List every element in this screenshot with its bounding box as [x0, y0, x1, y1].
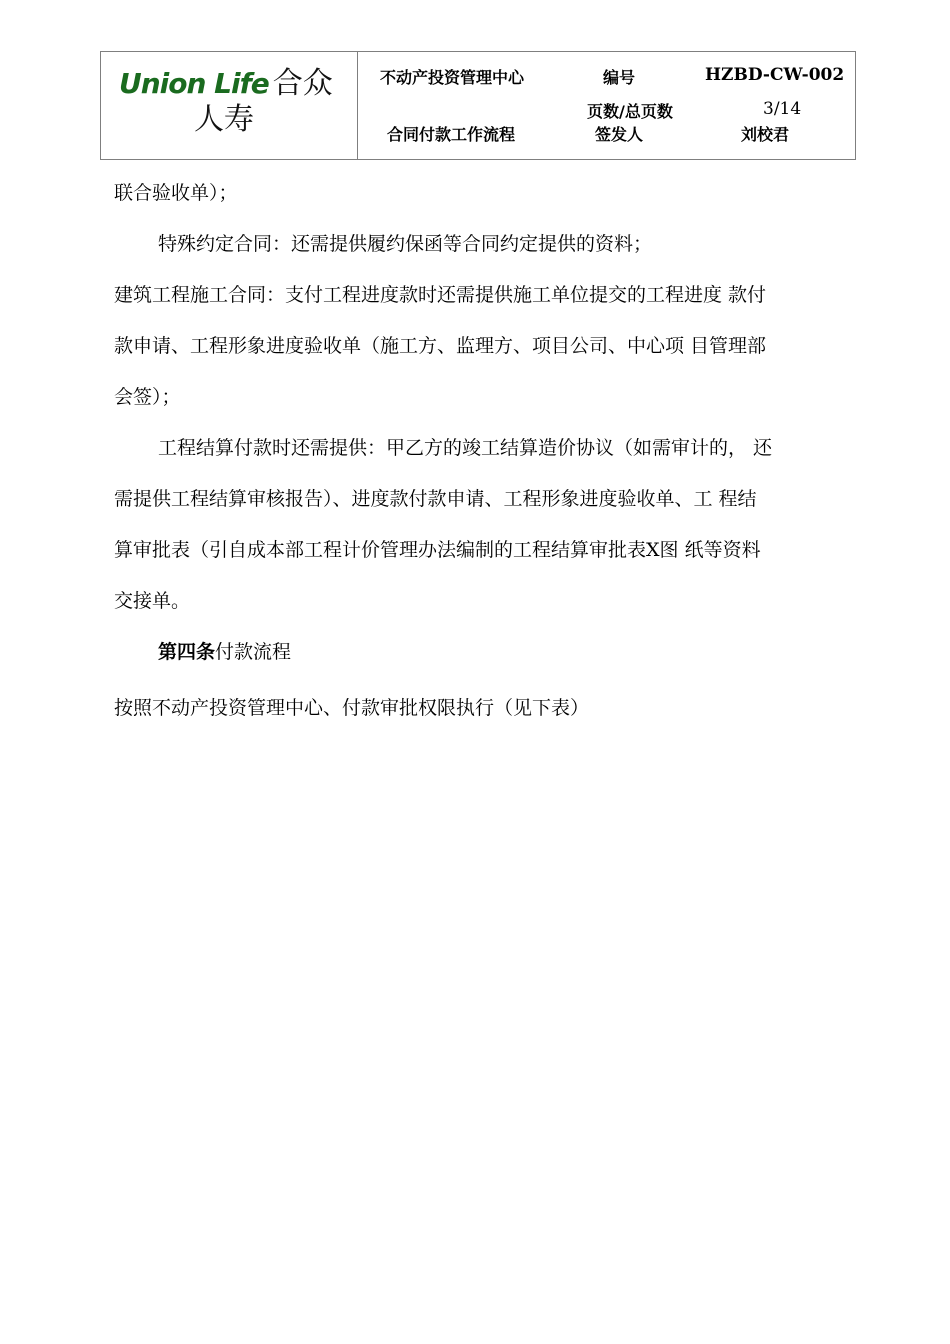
body-line-6: 工程结算付款时还需提供：甲乙方的竣工结算造价协议（如需审计的， 还 [158, 437, 773, 459]
issuer-value: 刘校君 [741, 125, 790, 144]
body-line-2: 特殊约定合同：还需提供履约保函等合同约定提供的资料； [158, 233, 653, 255]
code-value: HZBD-CW-002 [705, 65, 845, 85]
body-line-1: 联合验收单）； [114, 182, 238, 204]
body-line-7: 需提供工程结算审核报告）、进度款付款申请、工程形象进度验收单、工 程结 [114, 488, 757, 510]
department-name: 不动产投资管理中心 [380, 68, 525, 87]
body-line-4: 款申请、工程形象进度验收单（施工方、监理方、项目公司、中心项 目管理部 [114, 335, 767, 357]
body-line-last: 按照不动产投资管理中心、付款审批权限执行（见下表） [114, 697, 590, 719]
body-line-8: 算审批表（引自成本部工程计价管理办法编制的工程结算审批表Ⅹ图 纸等资料 [114, 539, 761, 561]
body-line-9: 交接单。 [114, 590, 191, 612]
article-title: 付款流程 [215, 641, 292, 663]
page-count-value: 3/14 [763, 99, 802, 119]
document-header [100, 51, 856, 160]
article-number: 第四条 [158, 641, 216, 663]
code-label: 编号 [603, 68, 636, 87]
article-heading [114, 627, 291, 678]
body-line-5: 会签）； [114, 386, 181, 408]
logo-chinese-text-1: 合众 [272, 66, 333, 101]
logo-english-text: Union Life [119, 67, 269, 100]
page-count-label: 页数/总页数 [587, 102, 673, 121]
header-divider [357, 52, 358, 159]
issuer-label: 签发人 [595, 125, 644, 144]
logo-chinese-text-2: 人寿 [194, 102, 254, 137]
body-line-3: 建筑工程施工合同：支付工程进度款时还需提供施工单位提交的工程进度 款付 [114, 284, 767, 306]
union-life-logo [101, 52, 357, 159]
document-title: 合同付款工作流程 [387, 125, 516, 144]
